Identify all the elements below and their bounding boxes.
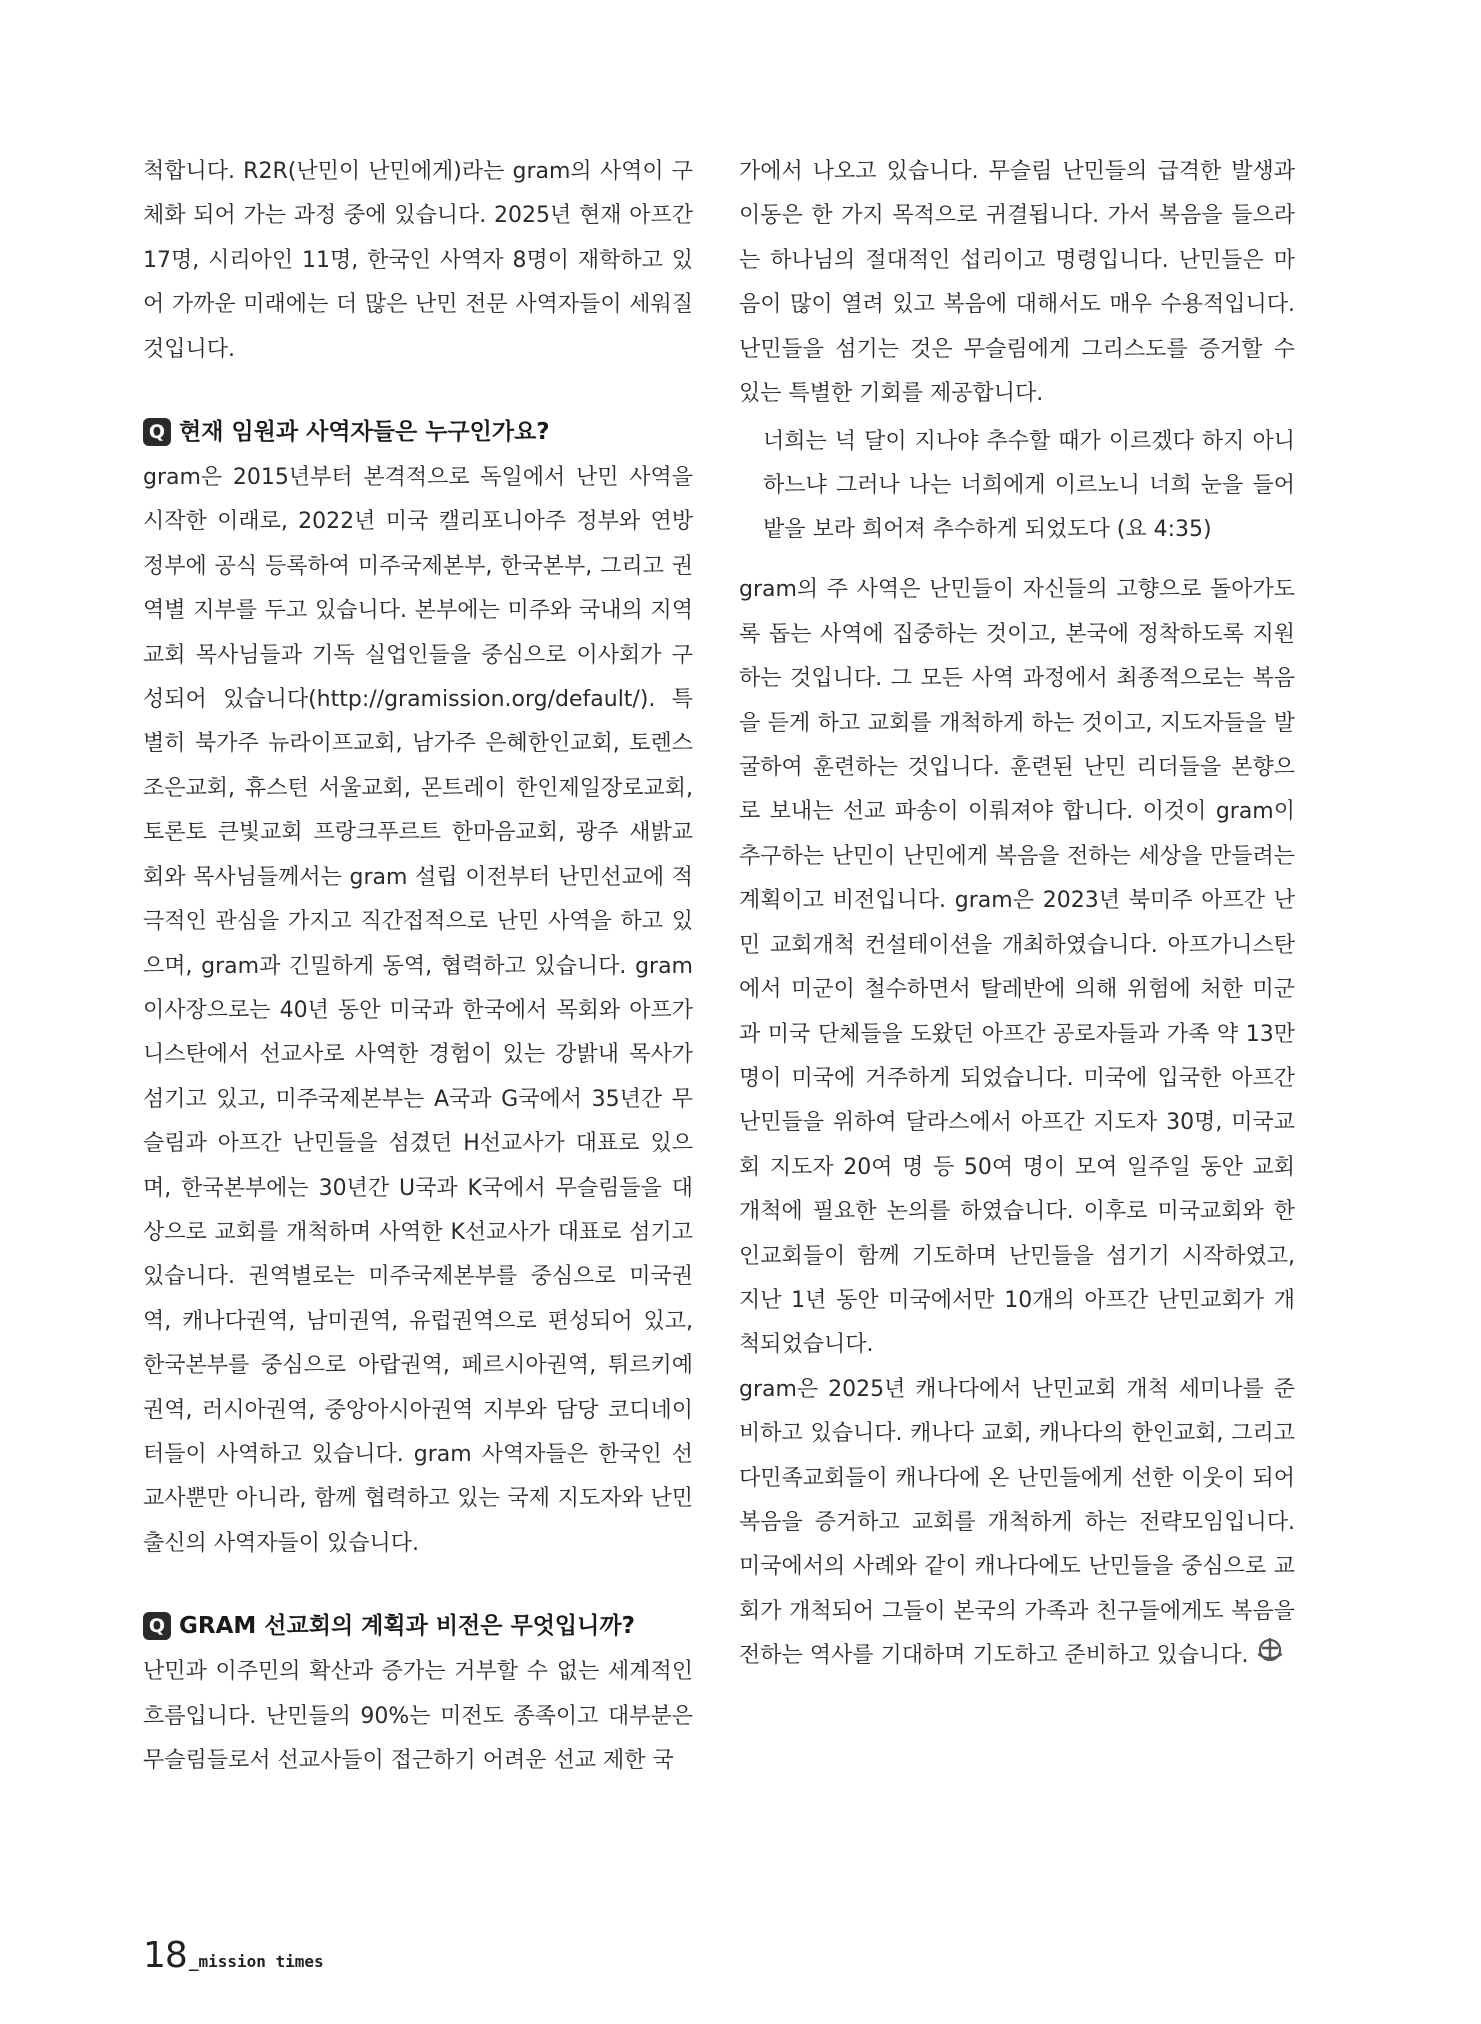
spacer (143, 1566, 693, 1596)
question-heading-1 (143, 408, 693, 456)
q-badge-icon: Q (143, 418, 171, 446)
mission-logo-icon (1255, 1634, 1285, 1678)
left-column (143, 150, 693, 1783)
canada-paragraph-text: gram은 2025년 캐나다에서 난민교회 개척 세미나를 준비하고 있습니다. 캐나다 교회, 캐나다의 한인교회, 그리고 다민족교회들이 캐나다에 온 난민들에게 선한 이웃이 되어 복음을 증거하고 교회를 개척하게 하는 전략모임입니다. 미국에서의 사례와 같이 캐나다에도 난민들을 중심으로 교회가 개척되어 그들이 본국의 가족과 친구들에게도 복음을 전하는 역사를 기대하며 기도하고 준비하고 있습니다. (739, 1376, 1295, 1669)
ministry-paragraph: gram의 주 사역은 난민들이 자신들의 고향으로 돌아가도록 돕는 사역에 집중하는 것이고, 본국에 정착하도록 지원하는 것입니다. 그 모든 사역 과정에서 최종적으로는 복음을 듣게 하고 교회를 개척하게 하는 것이고, 지도자들을 발굴하여 훈련하는 것입니다. 훈련된 난민 리더들을 본향으로 보내는 선교 파송이 이뤄져야 합니다. 이것이 gram이 추구하는 난민이 난민에게 복음을 전하는 세상을 만들려는 계획이고 비전입니다. gram은 2023년 북미주 아프간 난민 교회개척 컨설테이션을 개최하였습니다. 아프가니스탄에서 미군이 철수하면서 탈레반에 의해 위험에 처한 미군과 미국 단체들을 도왔던 아프간 공로자들과 가족 약 13만 명이 미국에 거주하게 되었습니다. 미국에 입국한 아프간 난민들을 위하여 달라스에서 아프간 지도자 30명, 미국교회 지도자 20여 명 등 50여 명이 모여 일주일 동안 교회 개척에 필요한 논의를 하였습니다. 이후로 미국교회와 한인교회들이 함께 기도하며 난민들을 섬기기 시작하였고, 지난 1년 동안 미국에서만 10개의 아프간 난민교회가 개척되었습니다. (739, 577, 1295, 1358)
question-title-2: GRAM 선교회의 계획과 비전은 무엇입니까? (179, 1613, 635, 1640)
question-title-1: 현재 임원과 사역자들은 누구인가요? (179, 419, 550, 446)
q-badge-icon: Q (143, 1612, 171, 1640)
page-footer (143, 1935, 324, 1976)
spacer (143, 372, 693, 402)
page-number: 18 (143, 1935, 187, 1976)
scripture-quote: 너희는 넉 달이 지나야 추수할 때가 이르겠다 하지 아니하느냐 그러나 나는 너희에게 이르노니 너희 눈을 들어 밭을 보라 희어져 추수하게 되었도다 (요 4:35) (763, 429, 1295, 543)
publication-name: _mission times (188, 1952, 324, 1971)
canada-paragraph (739, 1368, 1295, 1679)
continued-paragraph: 가에서 나오고 있습니다. 무슬림 난민들의 급격한 발생과 이동은 한 가지 목적으로 귀결됩니다. 가서 복음을 들으라는 하나님의 절대적인 섭리이고 명령입니다. 난민들은 마음이 많이 열려 있고 복음에 대해서도 매우 수용적입니다. 난민들을 섬기는 것은 무슬림에게 그리스도를 증거할 수 있는 특별한 기회를 제공합니다. (739, 159, 1295, 407)
right-column (739, 150, 1295, 1679)
question-heading-2 (143, 1602, 693, 1650)
intro-paragraph: 척합니다. R2R(난민이 난민에게)라는 gram의 사역이 구체화 되어 가는 과정 중에 있습니다. 2025년 현재 아프간 17명, 시리아인 11명, 한국인 사역자 8명이 재학하고 있어 가까운 미래에는 더 많은 난민 전문 사역자들이 세워질 것입니다. (143, 159, 693, 362)
answer-paragraph-2: 난민과 이주민의 확산과 증가는 거부할 수 없는 세계적인 흐름입니다. 난민들의 90%는 미전도 종족이고 대부분은 무슬림들로서 선교사들이 접근하기 어려운 선교 제한 국 (143, 1659, 693, 1773)
answer-paragraph-1: gram은 2015년부터 본격적으로 독일에서 난민 사역을 시작한 이래로, 2022년 미국 캘리포니아주 정부와 연방정부에 공식 등록하여 미주국제본부, 한국본부, 그리고 권역별 지부를 두고 있습니다. 본부에는 미주와 국내의 지역교회 목사님들과 기독 실업인들을 중심으로 이사회가 구성되어 있습니다(http://gramission.org/default/). 특별히 북가주 뉴라이프교회, 남가주 은혜한인교회, 토렌스 조은교회, 휴스턴 서울교회, 몬트레이 한인제일장로교회, 토론토 큰빛교회 프랑크푸르트 한마음교회, 광주 새밝교회와 목사님들께서는 gram 설립 이전부터 난민선교에 적극적인 관심을 가지고 직간접적으로 난민 사역을 하고 있으며, gram과 긴밀하게 동역, 협력하고 있습니다. gram 이사장으로는 40년 동안 미국과 한국에서 목회와 아프가니스탄에서 선교사로 사역한 경험이 있는 강밝내 목사가 섬기고 있고, 미주국제본부는 A국과 G국에서 35년간 무슬림과 아프간 난민들을 섬겼던 H선교사가 대표로 있으며, 한국본부에는 30년간 U국과 K국에서 무슬림들을 대상으로 교회를 개척하며 사역한 K선교사가 대표로 섬기고 있습니다. 권역별로는 미주국제본부를 중심으로 미국권역, 캐나다권역, 남미권역, 유럽권역으로 편성되어 있고, 한국본부를 중심으로 아랍권역, 페르시아권역, 튀르키예권역, 러시아권역, 중앙아시아권역 지부와 담당 코디네이터들이 사역하고 있습니다. gram 사역자들은 한국인 선교사뿐만 아니라, 함께 협력하고 있는 국제 지도자와 난민 출신의 사역자들이 있습니다. (143, 465, 693, 1556)
